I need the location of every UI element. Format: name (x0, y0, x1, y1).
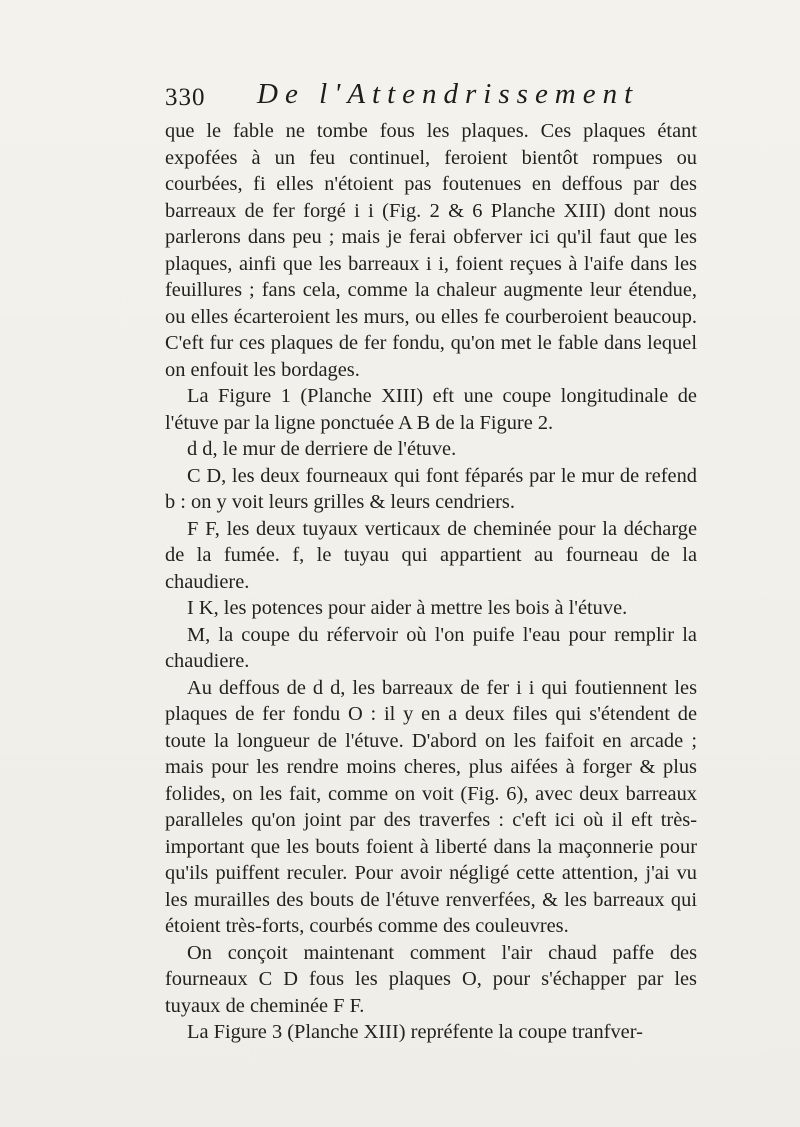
paragraph: La Figure 1 (Planche XIII) eft une coupe longitudinale de l'étuve par la ligne ponctuée A B de la Figure 2. (165, 385, 697, 434)
paragraph: I K, les potences pour aider à mettre les bois à l'étuve. (187, 597, 628, 619)
running-title: De l'Attendrissement (257, 78, 640, 110)
paragraph: C D, les deux fourneaux qui font féparés par le mur de refend b : on y voit leurs grilles & leurs cendriers. (165, 464, 697, 513)
paragraph: que le fable ne tombe fous les plaques. Ces plaques étant expofées à un feu continuel, feroient bientôt rompues ou courbées, fi elles n'étoient pas foutenues en deffous par des barreaux de fer forgé i i (Fig. 2 & 6 Planche XIII) dont nous parlerons dans peu ; mais je ferai obferver ici qu'il faut que les plaques, ainfi que les barreaux i i, foient reçues à l'aife dans les feuillures ; fans cela, comme la chaleur augmente leur étendue, ou elles écarteroient les murs, ou elles fe courberoient beaucoup. C'eft fur ces plaques de fer fondu, qu'on met le fable dans lequel on enfouit les bordages. (165, 120, 697, 381)
paragraph: d d, le mur de derriere de l'étuve. (187, 438, 457, 460)
page-header (165, 78, 705, 118)
page-number: 330 (165, 84, 206, 111)
paragraph: M, la coupe du réfervoir où l'on puife l'eau pour remplir la chaudiere. (165, 623, 697, 672)
paragraph: La Figure 3 (Planche XIII) repréfente la coupe tranfver- (187, 1021, 643, 1043)
paragraph: F F, les deux tuyaux verticaux de cheminée pour la décharge de la fumée. f, le tuyau qui appartient au fourneau de la chaudiere. (165, 517, 697, 593)
paragraph: On conçoit maintenant comment l'air chaud paffe des fourneaux C D fous les plaques O, pour s'échapper par les tuyaux de cheminée F F. (165, 941, 697, 1017)
body-text (165, 118, 697, 1046)
paragraph: Au deffous de d d, les barreaux de fer i i qui foutiennent les plaques de fer fondu O : il y en a deux files qui s'étendent de toute la longueur de l'étuve. D'abord on les faifoit en arcade ; mais pour les rendre moins cheres, plus aifées à forger & plus folides, on les fait, comme on voit (Fig. 6), avec deux barreaux paralleles qu'on joint par des traverfes : c'eft ici où il eft très-important que les bouts foient à liberté dans la maçonnerie pour qu'ils puiffent reculer. Pour avoir négligé cette attention, j'ai vu les murailles des bouts de l'étuve renverfées, & les barreaux qui étoient très-forts, courbés comme des couleuvres. (165, 676, 697, 937)
